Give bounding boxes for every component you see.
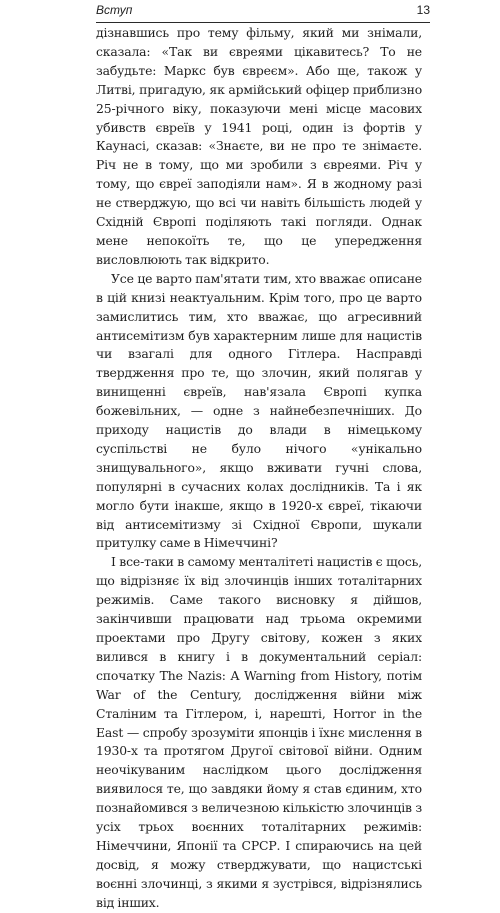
paragraph: І все-таки в самому менталітеті нацистів є щось, що відрізняє їх від злочинців інших тоталітарних режимів. Саме такого висновку я дійшов, закінчивши працювати над трьома окремими проектами про Другу світову, кожен з яких вилився в книгу і в документальний серіал: спочатку The Nazis: A Warning from History, потім War of the Century, дослідження війни між Сталіним та Гітлером, і, нарешті, Horror in the East — спробу зрозуміти японців і їхнє мислення в 1930-х та протягом Другої світової війни. Одним неочікуваним наслідком цього дослідження виявилося те, що завдяки йому я став єдиним, хто познайомився з величезною кількістю злочинців з усіх трьох воєнних тоталітарних режимів: Німеччини, Японії та СРСР. І спираючись на цей досвід, я можу стверджувати, що нацистські воєнні злочинці, з якими я зустрівся, відрізнялись від інших. (96, 554, 422, 910)
paragraph-continued: дізнавшись про тему фільму, який ми знімали, сказала: «Так ви євреями цікавитесь? То не забудьте: Маркс був євреєм». Або ще, також у Литві, пригадую, як армійський офіцер приблизно 25-річного віку, показуючи мені місце масових убивств євреїв у 1941 році, один із фортів у Каунасі, сказав: «Знаєте, ви не про те знімаєте. Річ не в тому, що ми зробили з євреями. Річ у тому, що євреї заподіяли нам». Я в жодному разі не стверджую, що всі чи навіть більшість людей у Східній Європі поділяють такі погляди. Однак мене непокоїть те, що це упередження висловлюють так відкрито. (96, 25, 422, 267)
section-title: Вступ (96, 3, 133, 17)
paragraph: Усе це варто пам'ятати тим, хто вважає описане в цій книзі неактуальним. Крім того, про це варто замислитись тим, хто вважає, що агресивний антисемітизм був характерним лише для нацистів чи взагалі для одного Гітлера. Насправді твердження про те, що злочин, який полягав у винищенні євреїв, нав'язала Європі купка божевільних, — одне з найнебезпечніших. До приходу нацистів до влади в німецькому суспільстві не було нічого «унікально знищувального», якщо вживати гучні слова, популярні в сучасних колах дослідників. Та і як могло бути інакше, якщо в 1920-х євреї, тікаючи від антисемітизму зі Східної Європи, шукали притулку саме в Німеччині? (96, 270, 422, 551)
body-text (96, 24, 422, 913)
running-header (96, 0, 430, 23)
page-number: 13 (416, 3, 430, 17)
